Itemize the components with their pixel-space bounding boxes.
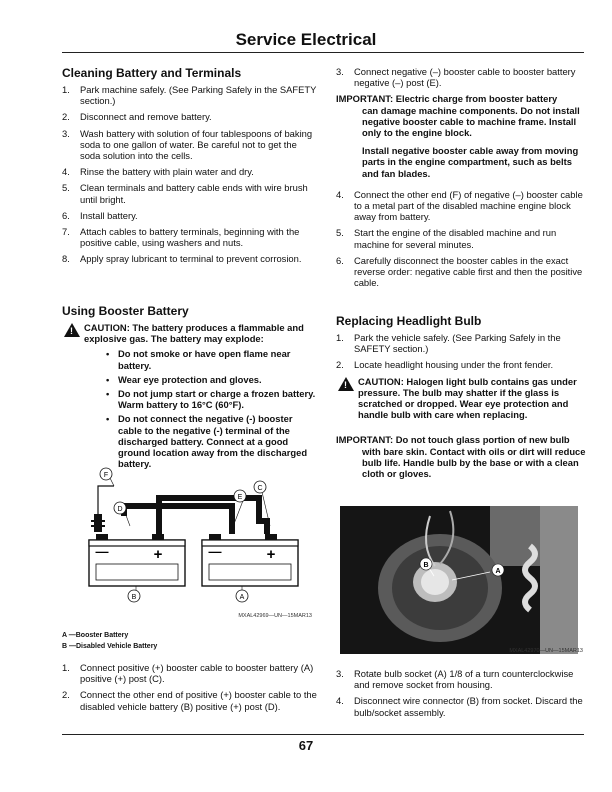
important-note: IMPORTANT: Do not touch glass portion of new bulb with bare skin. Contact with oils or dirt will reduce bulb life. Handle bulb by the base or with a clean cloth or gloves.	[336, 434, 586, 480]
minus-sign: —	[95, 544, 109, 559]
list-item: 6. Carefully disconnect the booster cables in the exact reverse order: negative cable first and then the positive cable.	[336, 254, 583, 289]
booster-steps-continued	[336, 66, 586, 88]
booster-diagram	[84, 466, 316, 620]
callout-b: B	[423, 562, 429, 569]
list-item: 2. Locate headlight housing under the front fender.	[336, 359, 554, 371]
figure-code: MXAL42970—UN—15MAR13	[509, 648, 583, 654]
jumper-cable-diagram	[84, 466, 316, 620]
list-item: 1. Park the vehicle safely. (See Parking Safely in the SAFETY section.)	[336, 332, 561, 355]
headlight-steps	[336, 332, 586, 371]
caution-block: ! CAUTION: The battery produces a flammable and explosive gas. The battery may explode: • Do not smoke or have open flame near battery. • Wear eye protection and gloves. • Do not jump start or charge a frozen battery. Warm battery to 16°C (60°F). • Do not connect the negative (-) booster cable to the negative (-) terminal of the discharged battery. Connect at a good ground location away from the discharged battery.	[62, 322, 317, 469]
plus-sign: +	[266, 546, 276, 563]
list-item: • Do not smoke or have open flame near battery.	[106, 348, 317, 370]
legend-item: A —Booster Battery	[62, 632, 129, 639]
page-title: Service Electrical	[235, 30, 377, 49]
right-top-section	[336, 66, 586, 293]
callout-c: C	[257, 485, 263, 492]
list-item: • Do not jump start or charge a frozen battery. Warm battery to 16°C (60°F).	[106, 388, 317, 410]
list-item: 8. Apply spray lubricant to terminal to prevent corrosion.	[62, 253, 302, 265]
callout-a: A	[239, 594, 245, 601]
list-item: 4. Connect the other end (F) of negative (–) booster cable to a metal part of the disabled machine engine block away from battery.	[336, 188, 583, 223]
list-item: 1. Connect positive (+) booster cable to booster battery (A) positive (+) post (C).	[62, 662, 314, 685]
figure-legend	[62, 630, 317, 652]
headlight-steps-continued	[336, 668, 586, 718]
list-item: 4. Disconnect wire connector (B) from socket. Discard the bulb/socket assembly.	[336, 695, 583, 718]
warning-icon	[64, 323, 80, 337]
list-item: 3. Connect negative (–) booster cable to booster battery negative (–) post (E).	[336, 66, 576, 89]
list-item: 2. Disconnect and remove battery.	[62, 111, 212, 123]
list-item: 4. Rinse the battery with plain water and dry.	[62, 166, 254, 178]
section-heading: Using Booster Battery	[62, 304, 189, 318]
headlight-photo	[340, 506, 578, 654]
section-heading: Replacing Headlight Bulb	[336, 314, 482, 328]
cleaning-section	[62, 66, 317, 270]
list-item: 2. Connect the other end of positive (+) booster cable to the disabled vehicle battery (B) positive (+) post (D).	[62, 689, 317, 712]
important-note: IMPORTANT: Electric charge from booster battery can damage machine components. Do not install negative booster cable to machine frame. Install only to the engine block. Install negative booster cable away from moving parts in the engine compartment, such as belts and fan blades.	[336, 93, 580, 179]
list-item: • Wear eye protection and gloves.	[106, 374, 317, 385]
legend-item: B —Disabled Vehicle Battery	[62, 643, 158, 650]
list-item: 6. Install battery.	[62, 209, 138, 221]
header-rule	[62, 52, 584, 53]
booster-steps-final	[336, 189, 586, 289]
list-item: • Do not connect the negative (-) booster cable to the negative (-) terminal of the discharged battery. Connect at a good ground location away from the discharged battery.	[106, 413, 317, 469]
section-heading: Cleaning Battery and Terminals	[62, 66, 242, 80]
callout-a: A	[495, 568, 501, 575]
list-item: 3. Rotate bulb socket (A) 1/8 of a turn counterclockwise and remove socket from housing.	[336, 668, 574, 691]
headlight-steps-section	[336, 668, 586, 723]
warning-icon	[338, 377, 354, 391]
list-item: 1. Park machine safely. (See Parking Safely in the SAFETY section.)	[62, 84, 317, 107]
caution-block: ! CAUTION: Halogen light bulb contains gas under pressure. The bulb may shatter if the glass is scratched or dropped. Wear eye protection and handle bulb with care when replacing.	[336, 376, 586, 421]
list-item: 7. Attach cables to battery terminals, beginning with the positive cable, using washers and nuts.	[62, 226, 300, 249]
list-item: 3. Wash battery with solution of four tablespoons of baking soda to one gallon of water. Be careful not to get the soda solution into the cells.	[62, 127, 313, 162]
figure-code: MXAL42969—UN—15MAR13	[238, 613, 312, 619]
headlight-section	[336, 314, 586, 485]
headlight-housing-photo	[340, 506, 578, 654]
list-item: 5. Start the engine of the disabled machine and run machine for several minutes.	[336, 227, 557, 250]
minus-sign: —	[208, 544, 222, 559]
booster-section	[62, 304, 317, 472]
caution-bullets	[84, 348, 317, 469]
list-item: 5. Clean terminals and battery cable ends with wire brush until bright.	[62, 182, 308, 205]
booster-steps-section	[62, 662, 317, 717]
callout-f: F	[103, 472, 109, 479]
cleaning-steps	[62, 84, 317, 265]
booster-steps	[62, 662, 317, 712]
page-number: 67	[298, 738, 314, 753]
plus-sign: +	[153, 546, 163, 563]
callout-e: E	[237, 494, 243, 501]
callout-d: D	[117, 506, 123, 513]
callout-b: B	[131, 594, 137, 601]
footer-rule	[62, 734, 584, 735]
